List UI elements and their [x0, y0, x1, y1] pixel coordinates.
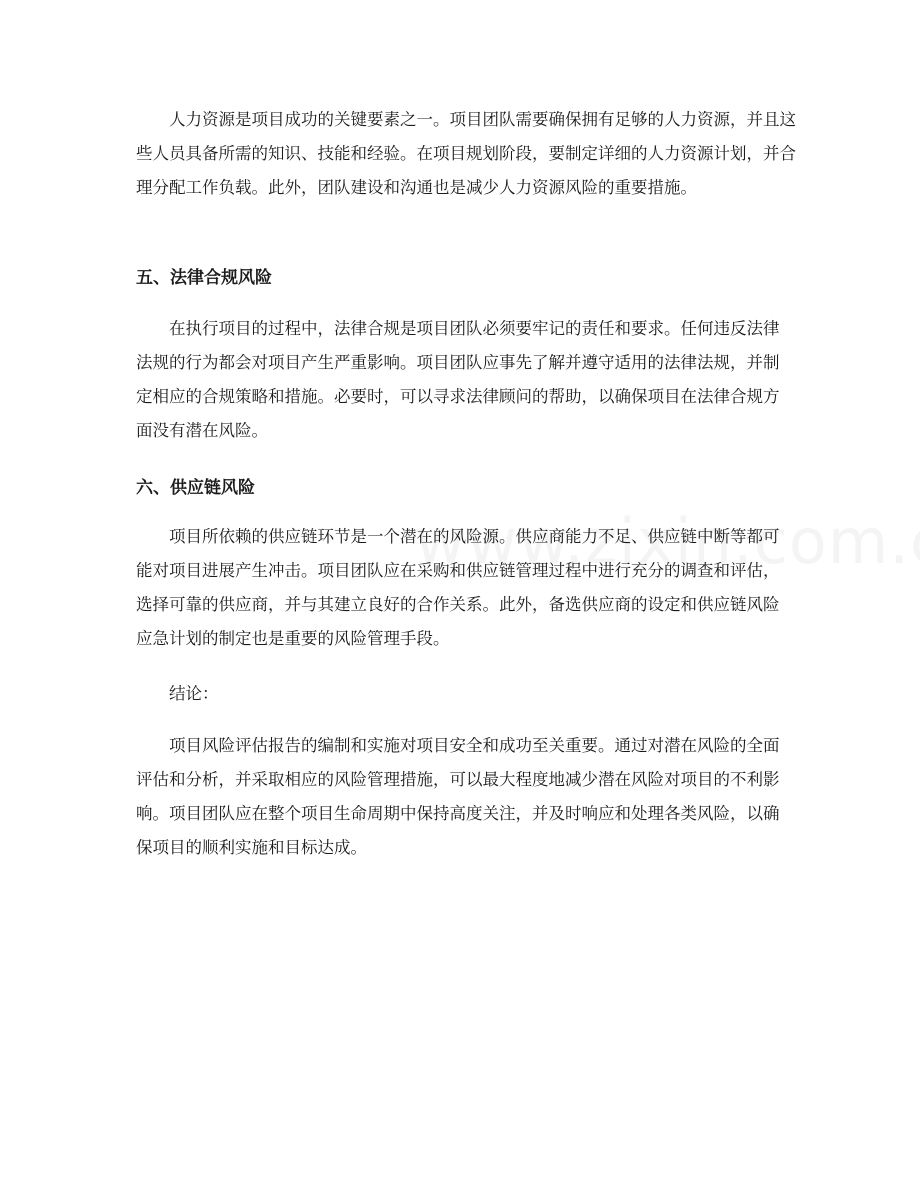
- paragraph-legal-compliance: 在执行项目的过程中，法律合规是项目团队必须要牢记的责任和要求。任何违反法律法规的行为都会对项目产生严重影响。项目团队应事先了解并遵守适用的法律法规，并制定相应的合规策略和措施。必要时，可以寻求法律顾问的帮助，以确保项目在法律合规方面没有潜在风险。: [136, 319, 780, 440]
- paragraph-supply-chain: 项目所依赖的供应链环节是一个潜在的风险源。供应商能力不足、供应链中断等都可能对项目进展产生冲击。项目团队应在采购和供应链管理过程中进行充分的调查和评估，选择可靠的供应商，并与其建立良好的合作关系。此外，备选供应商的设定和供应链风险应急计划的制定也是重要的风险管理手段。: [136, 527, 780, 648]
- heading-legal-compliance: 五、法律合规风险: [136, 268, 272, 288]
- paragraph-human-resources: 人力资源是项目成功的关键要素之一。项目团队需要确保拥有足够的人力资源，并且这些人员具备所需的知识、技能和经验。在项目规划阶段，要制定详细的人力资源计划，并合理分配工作负载。此外，团队建设和沟通也是减少人力资源风险的重要措施。: [136, 110, 796, 197]
- conclusion-label: 结论：: [169, 684, 219, 703]
- heading-supply-chain: 六、供应链风险: [136, 478, 255, 498]
- paragraph-conclusion: 项目风险评估报告的编制和实施对项目安全和成功至关重要。通过对潜在风险的全面评估和分析，并采取相应的风险管理措施，可以最大程度地减少潜在风险对项目的不利影响。项目团队应在整个项目生命周期中保持高度关注，并及时响应和处理各类风险，以确保项目的顺利实施和目标达成。: [136, 736, 780, 857]
